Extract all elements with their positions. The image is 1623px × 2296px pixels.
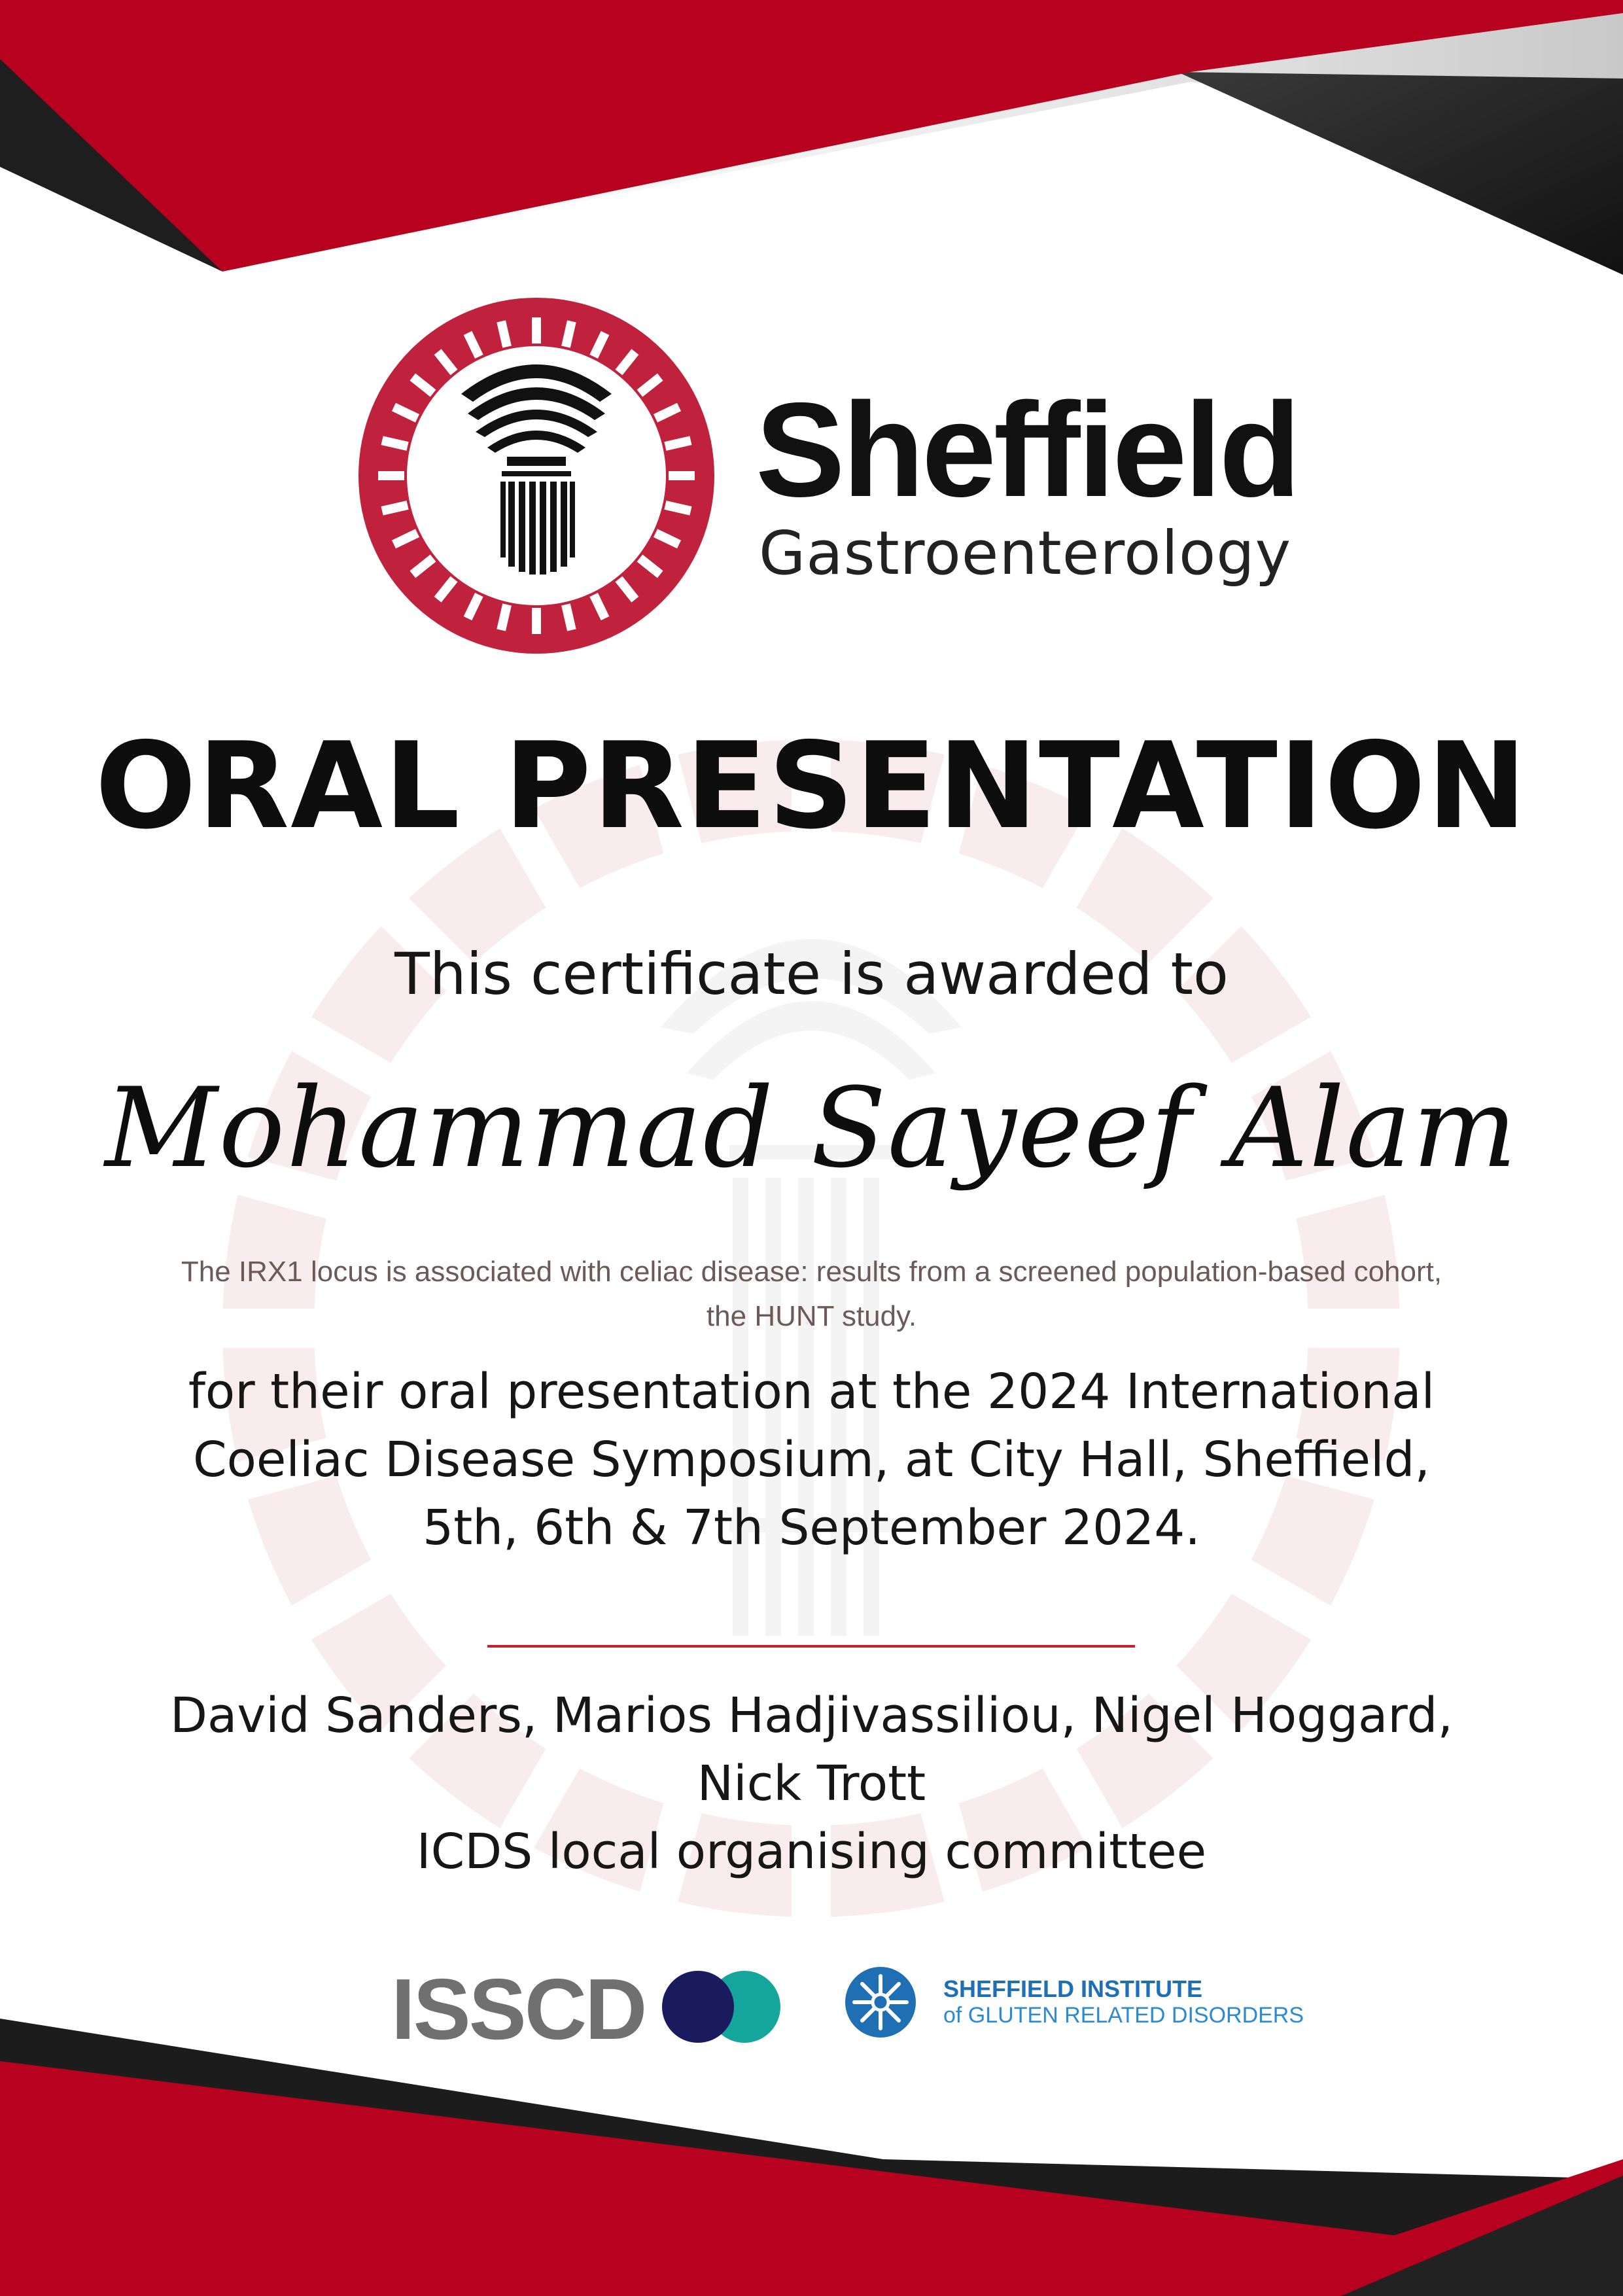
signers-line: Nick Trott [697, 1756, 926, 1812]
abstract-title [0, 1250, 1623, 1339]
body-line: for their oral presentation at the 2024 International [188, 1364, 1435, 1420]
brand-subtitle: Gastroenterology [759, 518, 1292, 588]
recipient-name: Mohammad Sayeef Alam [105, 1064, 1518, 1192]
signatories [0, 1682, 1623, 1886]
sigrd-logo-line2: of GLUTEN RELATED DISORDERS [943, 2003, 1304, 2028]
brand-name: Sheffield [756, 375, 1299, 525]
signers-line: David Sanders, Marios Hadjivassiliou, Nigel Hoggard, [170, 1687, 1453, 1744]
body-line: Coeliac Disease Symposium, at City Hall, Sheffield, [192, 1432, 1431, 1488]
sigrd-emblem-icon [844, 1963, 917, 2041]
awarded-to-label: This certificate is awarded to [394, 940, 1229, 1008]
abstract-title-line: The IRX1 locus is associated with celiac disease: results from a screened population-based cohort, [181, 1256, 1442, 1288]
body-line: 5th, 6th & 7th September 2024. [423, 1500, 1200, 1556]
certificate-body [0, 1358, 1623, 1562]
isscd-circles-icon [661, 1969, 782, 2045]
committee-name: ICDS local organising committee [416, 1824, 1207, 1880]
isscd-logo-text: ISSCD [391, 1961, 646, 2057]
gear-tooth [532, 317, 541, 344]
sigrd-logo-line1: SHEFFIELD INSTITUTE [943, 1975, 1202, 2002]
gear-tooth [669, 471, 695, 480]
gear-tooth [532, 608, 541, 634]
certificate-title: ORAL PRESENTATION [95, 716, 1528, 855]
signature-line [487, 1645, 1135, 1648]
abstract-title-line: the HUNT study. [706, 1300, 917, 1332]
gear-tooth [378, 471, 404, 480]
sheffield-logo-icon [357, 296, 716, 656]
